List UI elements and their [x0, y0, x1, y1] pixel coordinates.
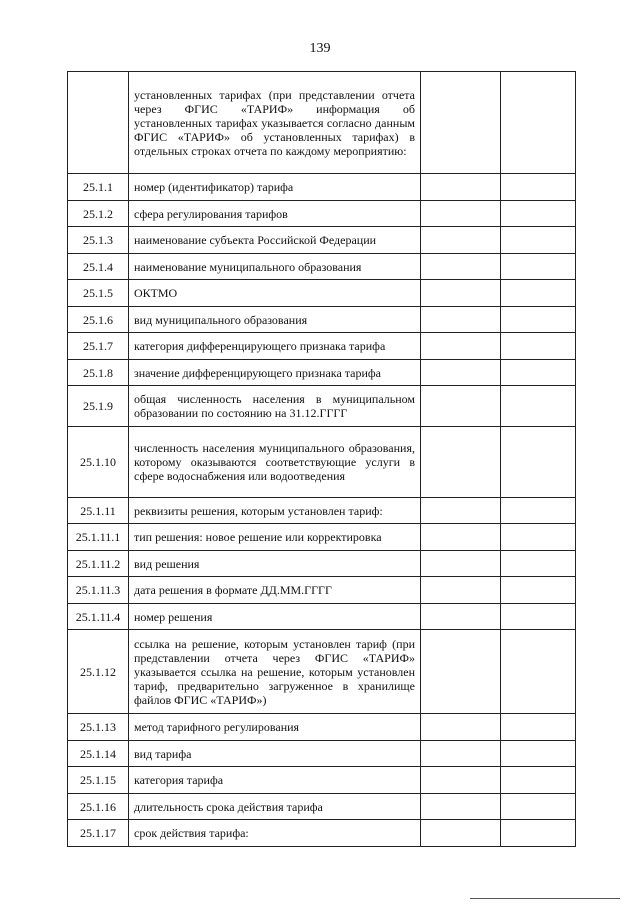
row-description: общая численность населения в муниципальном образовании по состоянию на 31.12.ГГГГ — [129, 386, 421, 427]
row-description: ОКТМО — [129, 280, 421, 307]
row-number: 25.1.16 — [68, 794, 129, 820]
table-row — [68, 577, 576, 604]
row-description: длительность срока действия тарифа — [129, 794, 421, 820]
row-description: номер решения — [129, 604, 421, 630]
empty-cell — [501, 604, 576, 630]
empty-cell — [501, 227, 576, 254]
empty-cell — [501, 524, 576, 551]
table-row — [68, 254, 576, 280]
empty-cell — [421, 577, 501, 604]
empty-cell — [421, 604, 501, 630]
row-description: вид решения — [129, 551, 421, 577]
table-row — [68, 307, 576, 333]
empty-cell — [501, 820, 576, 847]
table-row — [68, 72, 576, 174]
table-row — [68, 524, 576, 551]
row-number: 25.1.3 — [68, 227, 129, 254]
empty-cell — [421, 630, 501, 714]
row-description: номер (идентификатор) тарифа — [129, 174, 421, 201]
empty-cell — [501, 630, 576, 714]
empty-cell — [421, 498, 501, 524]
table-row — [68, 551, 576, 577]
row-description: вид тарифа — [129, 741, 421, 767]
empty-cell — [501, 714, 576, 741]
row-description: численность населения муниципального образования, которому оказываются соответствующие услуги в сфере водоснабжения или водоотведения — [129, 427, 421, 498]
table-row — [68, 360, 576, 386]
table-row — [68, 333, 576, 360]
row-description: вид муниципального образования — [129, 307, 421, 333]
table-row — [68, 630, 576, 714]
empty-cell — [421, 201, 501, 227]
row-number: 25.1.11.2 — [68, 551, 129, 577]
row-description: значение дифференцирующего признака тарифа — [129, 360, 421, 386]
row-description: категория дифференцирующего признака тарифа — [129, 333, 421, 360]
row-number: 25.1.11.4 — [68, 604, 129, 630]
empty-cell — [421, 307, 501, 333]
empty-cell — [501, 254, 576, 280]
empty-cell — [501, 498, 576, 524]
empty-cell — [421, 254, 501, 280]
empty-cell — [501, 767, 576, 794]
row-description: категория тарифа — [129, 767, 421, 794]
row-description: наименование муниципального образования — [129, 254, 421, 280]
empty-cell — [421, 767, 501, 794]
empty-cell — [421, 427, 501, 498]
empty-cell — [421, 551, 501, 577]
row-description: метод тарифного регулирования — [129, 714, 421, 741]
row-number: 25.1.8 — [68, 360, 129, 386]
row-number: 25.1.12 — [68, 630, 129, 714]
table-row — [68, 741, 576, 767]
empty-cell — [501, 794, 576, 820]
row-description: срок действия тарифа: — [129, 820, 421, 847]
table-row — [68, 794, 576, 820]
row-number: 25.1.15 — [68, 767, 129, 794]
footer-divider — [470, 898, 620, 899]
empty-cell — [421, 794, 501, 820]
row-number: 25.1.10 — [68, 427, 129, 498]
empty-cell — [501, 427, 576, 498]
row-number: 25.1.13 — [68, 714, 129, 741]
empty-cell — [501, 551, 576, 577]
row-number: 25.1.11 — [68, 498, 129, 524]
empty-cell — [501, 577, 576, 604]
empty-cell — [501, 174, 576, 201]
row-description: наименование субъекта Российской Федерации — [129, 227, 421, 254]
row-description: реквизиты решения, которым установлен тариф: — [129, 498, 421, 524]
empty-cell — [421, 714, 501, 741]
row-description: дата решения в формате ДД.ММ.ГГГГ — [129, 577, 421, 604]
page-number: 139 — [309, 41, 331, 56]
empty-cell — [501, 386, 576, 427]
row-description: ссылка на решение, которым установлен тариф (при представлении отчета через ФГИС «ТАРИФ» указывается ссылка на решение, которым установлен тариф, предварительно загруженное в хранилище файлов ФГИС «ТАРИФ») — [129, 630, 421, 714]
row-number: 25.1.17 — [68, 820, 129, 847]
table-row — [68, 227, 576, 254]
row-description: тип решения: новое решение или корректировка — [129, 524, 421, 551]
empty-cell — [501, 201, 576, 227]
row-number: 25.1.11.1 — [68, 524, 129, 551]
table-row — [68, 604, 576, 630]
table-row — [68, 386, 576, 427]
row-description: установленных тарифах (при представлении отчета через ФГИС «ТАРИФ» информация об установленных тарифах указывается согласно данным ФГИС «ТАРИФ» об установленных тарифах) в отдельных строках отчета по каждому мероприятию: — [129, 72, 421, 174]
empty-cell — [421, 227, 501, 254]
empty-cell — [421, 386, 501, 427]
empty-cell — [501, 72, 576, 174]
row-number: 25.1.2 — [68, 201, 129, 227]
table-row — [68, 820, 576, 847]
empty-cell — [421, 72, 501, 174]
table-row — [68, 714, 576, 741]
empty-cell — [421, 333, 501, 360]
table-row — [68, 767, 576, 794]
row-number — [68, 72, 129, 174]
empty-cell — [501, 280, 576, 307]
empty-cell — [421, 280, 501, 307]
empty-cell — [501, 360, 576, 386]
table-row — [68, 498, 576, 524]
row-number: 25.1.14 — [68, 741, 129, 767]
row-number: 25.1.6 — [68, 307, 129, 333]
table-row — [68, 427, 576, 498]
empty-cell — [501, 333, 576, 360]
report-table — [67, 71, 576, 847]
row-description: сфера регулирования тарифов — [129, 201, 421, 227]
empty-cell — [421, 820, 501, 847]
empty-cell — [421, 360, 501, 386]
table-row — [68, 174, 576, 201]
row-number: 25.1.11.3 — [68, 577, 129, 604]
empty-cell — [421, 741, 501, 767]
empty-cell — [421, 174, 501, 201]
row-number: 25.1.4 — [68, 254, 129, 280]
empty-cell — [501, 307, 576, 333]
empty-cell — [421, 524, 501, 551]
row-number: 25.1.7 — [68, 333, 129, 360]
empty-cell — [501, 741, 576, 767]
row-number: 25.1.5 — [68, 280, 129, 307]
row-number: 25.1.9 — [68, 386, 129, 427]
table-row — [68, 280, 576, 307]
table-row — [68, 201, 576, 227]
row-number: 25.1.1 — [68, 174, 129, 201]
